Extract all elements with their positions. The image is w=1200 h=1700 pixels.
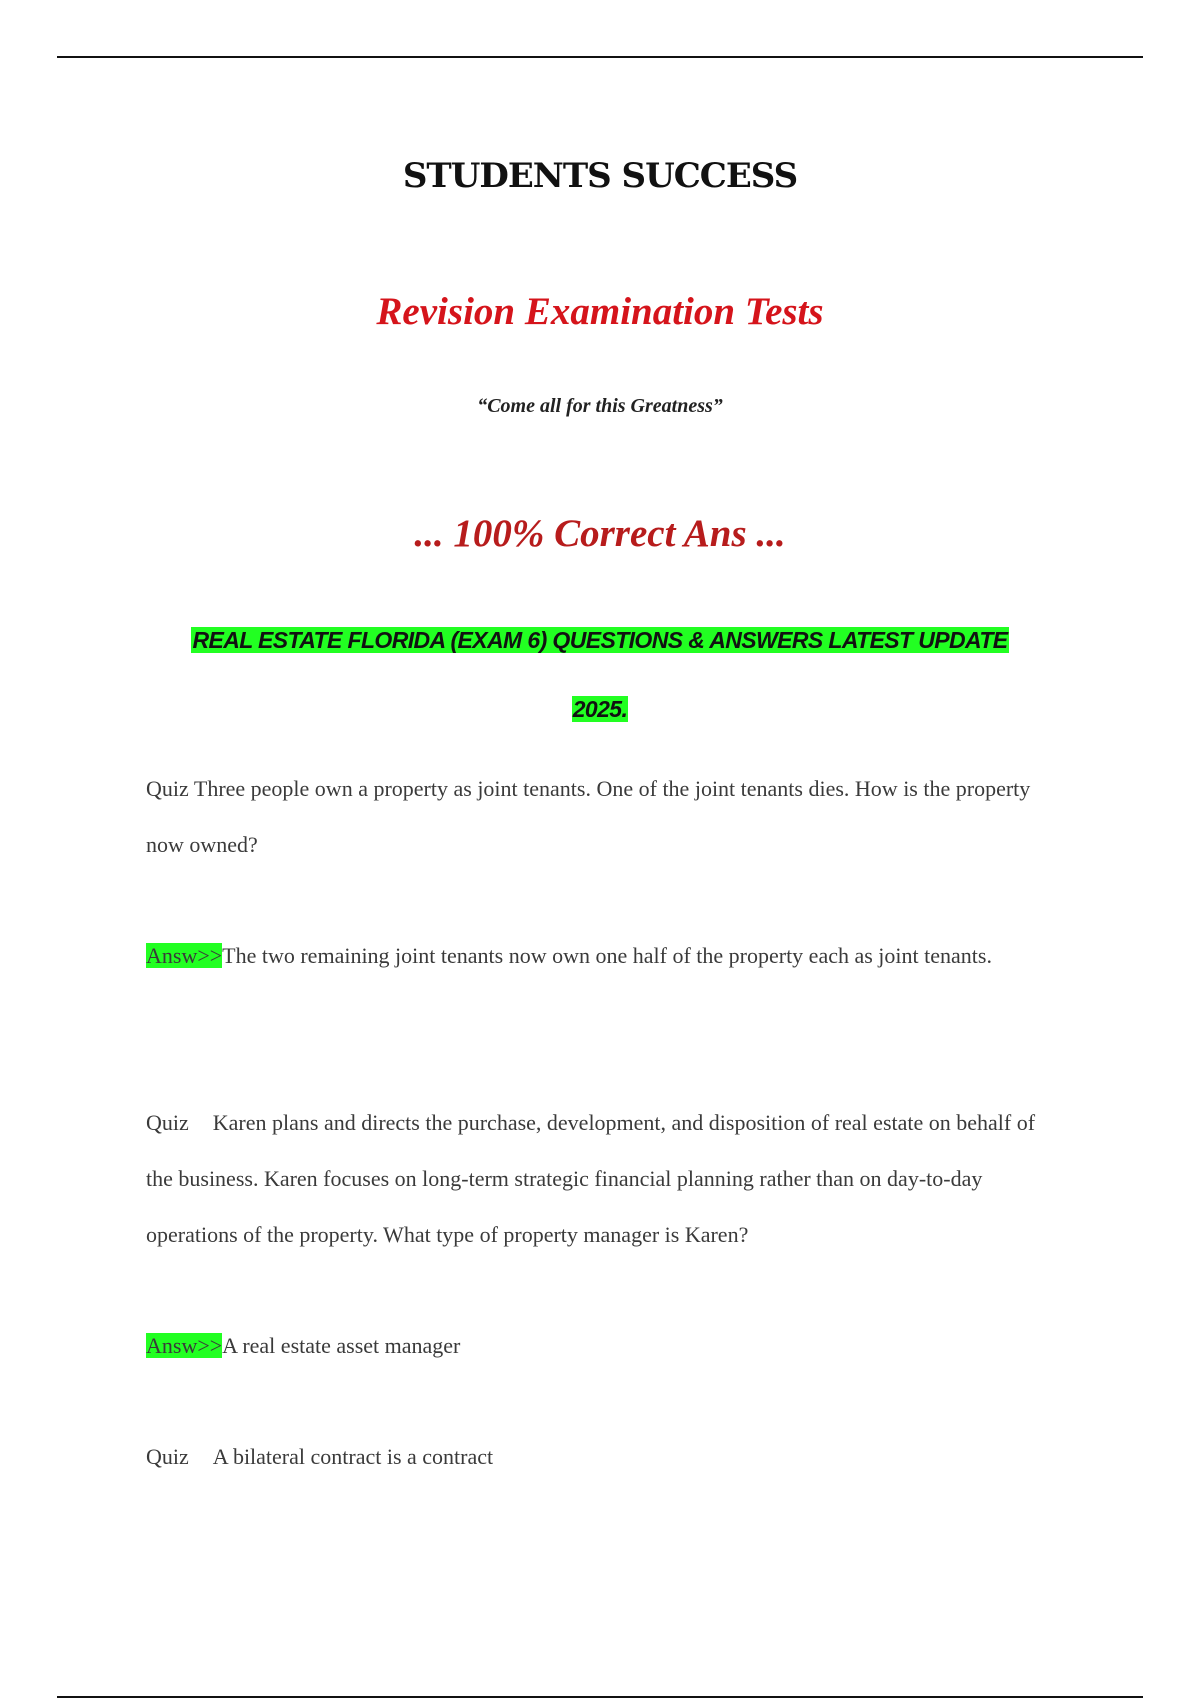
answer-2 [146,1318,1066,1374]
answer-label: Answ>> [146,1333,223,1358]
heading-highlight-1: REAL ESTATE FLORIDA (EXAM 6) QUESTIONS & ANSWERS LATEST UPDATE [192,627,1008,653]
document-heading-line-2 [0,692,1200,726]
document-heading-line-1 [0,623,1200,657]
question-3 [146,1429,1066,1485]
question-1 [146,761,1066,873]
question-text: Karen plans and directs the purchase, development, and disposition of real estate on behalf of the business. Karen focuses on long-term strategic financial planning rather than on day-to-day operations of the property. What type of property manager is Karen? [146,1110,1036,1247]
question-label: Quiz [146,776,189,801]
question-2 [146,1095,1066,1263]
subtitle: Revision Examination Tests [376,290,824,333]
answer-text: A real estate asset manager [222,1333,461,1358]
tagline: “Come all for this Greatness” [477,395,723,417]
answer-1 [146,928,1066,984]
bottom-rule [57,1696,1143,1698]
question-label: Quiz [146,1444,189,1469]
brand-title: STUDENTS SUCCESS [402,156,798,196]
answer-text: The two remaining joint tenants now own one half of the property each as joint tenants. [222,943,992,968]
answer-label: Answ>> [146,943,223,968]
question-text: Three people own a property as joint tenants. One of the joint tenants dies. How is the property now owned? [146,776,1031,857]
question-text: A bilateral contract is a contract [212,1444,494,1469]
question-label: Quiz [146,1110,189,1135]
heading-highlight-2: 2025. [572,696,628,722]
correct-answers-banner: ... 100% Correct Ans ... [414,512,786,555]
top-rule [57,56,1143,58]
